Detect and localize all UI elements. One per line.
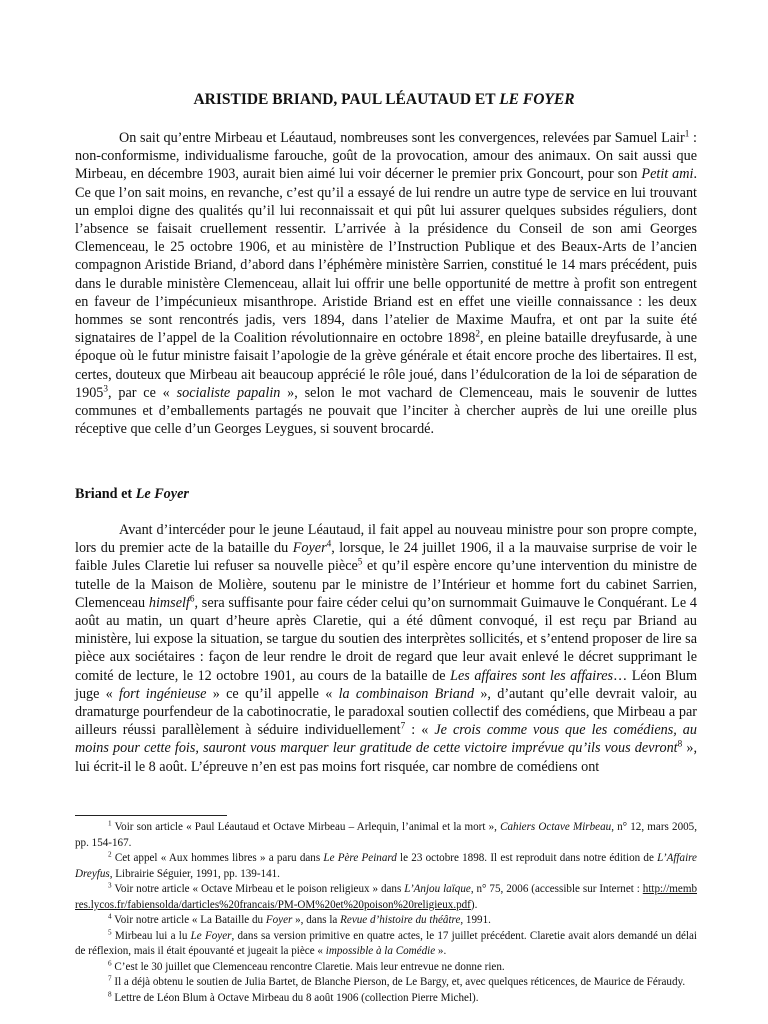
text-run: , lorsque, le 24 juillet 1906, il a la mauvaise surprise de voir le faible Jules Claretie lui refuser sa nouvelle pièce [75,540,697,575]
footnote-url-link[interactable]: http://membres.lycos.fr/fabiensolda/darticles%20francais/PM-OM%20et%20poison%20religieux.pdf [75,883,697,911]
footnote-text: , Librairie Séguier, 1991, pp. 139-141. [109,867,280,880]
section-paragraph-block [75,521,697,776]
intro-paragraph-block [75,129,697,438]
footnote-text: Voir son article « Paul Léautaud et Octave Mirbeau – Arlequin, l’animal et la mort », [111,821,501,833]
heading-italic: Le Foyer [135,486,189,502]
text-run: , par ce « [107,384,177,401]
footnote-text: Cet appel « Aux hommes libres » a paru dans [111,852,324,865]
italic-run: Foyer [292,540,327,557]
text-run: », selon le mot vachard de Clemenceau, mais le souvenir de luttes communes et d’emballements partagés ne pouvait que l’inciter à chercher auprès de lui une oreille plus réceptive que celle d’un Georges Leygues, si souvent brocardé. [75,384,697,438]
footnote-number: 5 [108,928,112,937]
italic-run: la combinaison Briand [338,685,475,702]
footnote-7 [75,975,697,991]
footnote-ref-6[interactable]: 6 [189,593,195,604]
footnote-number: 6 [108,959,112,968]
footnote-number: 4 [108,912,112,921]
title-italic: LE FOYER [499,91,575,108]
intro-paragraph [75,129,697,438]
title-text: ARISTIDE BRIAND, PAUL LÉAUTAUD ET [193,91,500,108]
italic-run: Les affaires sont les affaires [450,667,614,684]
section-paragraph [75,521,697,776]
footnote-text: C’est le 30 juillet que Clemenceau rencontre Claretie. Mais leur entrevue ne donne rien. [111,960,505,973]
text-run: … Léon Blum juge « [75,667,698,702]
footnote-number: 1 [108,819,112,828]
italic-run: Petit ami [641,166,694,183]
article-title [0,91,768,109]
text-run: On sait qu’entre Mirbeau et Léautaud, nombreuses sont les convergences, relevées par Samuel Lair [119,130,685,146]
text-run: », lui écrit-il le 8 août. L’épreuve n’en est pas moins fort risquée, car nombre de comédiens ont [75,740,698,775]
footnote-ref-5[interactable]: 5 [357,556,363,567]
text-run: : non-conformisme, individualisme farouche, goût de la provocation, amour des animaux. On sait aussi que Mirbeau, en décembre 1903, aurait bien aimé lui voir décerner le premier prix Goncourt, pour son [75,130,697,183]
footnote-number: 3 [108,881,112,890]
footnote-ref-2[interactable]: 2 [475,328,480,339]
footnote-text: Voir notre article « La Bataille du [111,914,266,927]
footnote-italic: Le Père Peinard [323,852,397,865]
footnote-italic: Le Foyer [190,929,232,942]
text-run: Avant d’intercéder pour le jeune Léautaud, il fait appel au nouveau ministre pour son propre compte, lors du premier acte de la bataille du [75,522,697,557]
footnote-ref-8[interactable]: 8 [677,738,683,749]
section-heading [75,486,189,503]
footnote-italic: Foyer [265,914,293,927]
footnote-text: », dans la [292,914,341,927]
footnote-italic: impossible à la Comédie [325,945,436,958]
text-run: . Ce que l’on sait moins, en revanche, c’est qu’il a essayé de lui rendre un autre type de service en lui trouvant un emploi digne des qualités qu’il lui reconnaissait et qui pût lui assurer quelques subsides réguliers, dont l’absence se faisait cruellement ressentir. L’arrivée à la présidence du Conseil de son ami Georges Clemenceau, le 25 octobre 1906, et au ministère de l’Instruction Publique et des Beaux-Arts de l’ancien compagnon Aristide Briand, d’abord dans l’éphémère ministère Sarrien, constitué le 14 mars précédent, puis dans le durable ministère Clemenceau, allait lui offrir une belle opportunité de mettre à profit son entregent en faveur de l’impécunieux misanthrope. Aristide Briand est en effet une vieille connaissance : les deux hommes se sont rencontrés jadis, vers 1894, dans l’atelier de Maxime Maufra, et ont par la suite été signataires de l’appel de la Coalition révolutionnaire en octobre 1898 [75,166,697,347]
footnote-5 [75,929,697,960]
footnote-text: le 23 octobre 1898. Il est reproduit dans notre édition de [396,852,658,865]
footnote-number: 7 [108,974,112,983]
footnote-1 [75,820,697,851]
italic-run: himself [148,594,190,611]
footnote-italic: L’Anjou laïque [404,883,471,896]
text-run: » ce qu’il appelle « [206,685,339,702]
footnote-8 [75,991,697,1007]
footnote-number: 8 [108,990,112,999]
footnote-text: , n° 12, mars 2005, pp. 154-167. [75,821,697,849]
footnote-text: , dans sa version primitive en quatre actes, le 17 juillet précédent. Claretie avait alors demandé un délai de réflexion, mais il était épouvanté et jugeait la pièce « [75,929,698,958]
footnote-3 [75,882,697,913]
heading-text: Briand et [75,486,136,502]
footnote-text: Voir notre article « Octave Mirbeau et le poison religieux » dans [111,883,405,896]
footnote-ref-7[interactable]: 7 [400,720,406,731]
italic-run: Je crois comme vous que les comédiens, au moins pour cette fois, sauront vous marquer leur gratitude de cette victoire imprévue qu’ils vous devront [75,722,697,757]
footnote-separator [75,815,227,816]
footnote-ref-1[interactable]: 1 [684,128,690,139]
footnote-text: Lettre de Léon Blum à Octave Mirbeau du 8 août 1906 (collection Pierre Michel). [111,992,479,1005]
text-run: : « [405,722,435,739]
footnote-italic: Revue d’histoire du théâtre [340,914,461,927]
footnote-2 [75,851,697,882]
footnote-text: ). [470,898,478,911]
footnote-4 [75,913,697,929]
text-run: et qu’il espère encore qu’une intervention du ministre de tutelle de la Maison de Molière, soutenu par le ministre de l’Intérieur et homme fort du cabinet Sarrien, Clemenceau [75,558,697,611]
footnote-number: 2 [108,850,112,859]
footnote-ref-3[interactable]: 3 [103,383,108,394]
footnote-italic: Cahiers Octave Mirbeau [500,821,612,833]
footnotes [75,820,697,1007]
footnote-text: Mirbeau lui a lu [111,929,191,942]
footnote-text: ». [435,945,447,958]
text-run: , sera suffisante pour faire céder celui qu’on surnommait Guimauve le Conquérant. Le 4 août au matin, un quart d’heure après Claretie, qui a été dûment convoqué, il est reçu par Briand au ministère, lui expose la situation, se targue du soutien des interprètes sollicités, et s’entend proposer de lire sa pièce aux sociétaires : façon de leur rendre le droit de regard que leur avait enlevé le décret supprimant le comité de lecture, le 12 octobre 1901, au cours de la bataille de [75,594,697,684]
italic-run: fort ingénieuse [119,685,207,702]
footnote-6 [75,960,697,976]
text-run: , en pleine bataille dreyfusarde, à une époque où le futur ministre faisait l’apologie de la grève générale et était encore proche des libertaires. Il est, certes, douteux que Mirbeau ait beaucoup apprécié le rôle joué, dans l’édulcoration de la loi de séparation de 1905 [75,330,697,401]
footnote-text: Il a déjà obtenu le soutien de Julia Bartet, de Blanche Pierson, de Le Bargy, et, avec quelques réticences, de Maurice de Féraudy. [111,976,686,989]
footnote-ref-4[interactable]: 4 [326,538,332,549]
text-run: », d’autant qu’elle devrait valoir, au dramaturge pourfendeur de la cabotinocratie, le paradoxal soutien collectif des comédiens, que Mirbeau a par ailleurs réussi parallèlement à séduire individuellement [75,685,697,739]
footnote-text: , n° 75, 2006 (accessible sur Internet : [470,883,643,896]
footnote-italic: L’Affaire Dreyfus [75,852,697,880]
italic-run: socialiste papalin [176,384,281,401]
footnote-text: , 1991. [460,914,491,927]
